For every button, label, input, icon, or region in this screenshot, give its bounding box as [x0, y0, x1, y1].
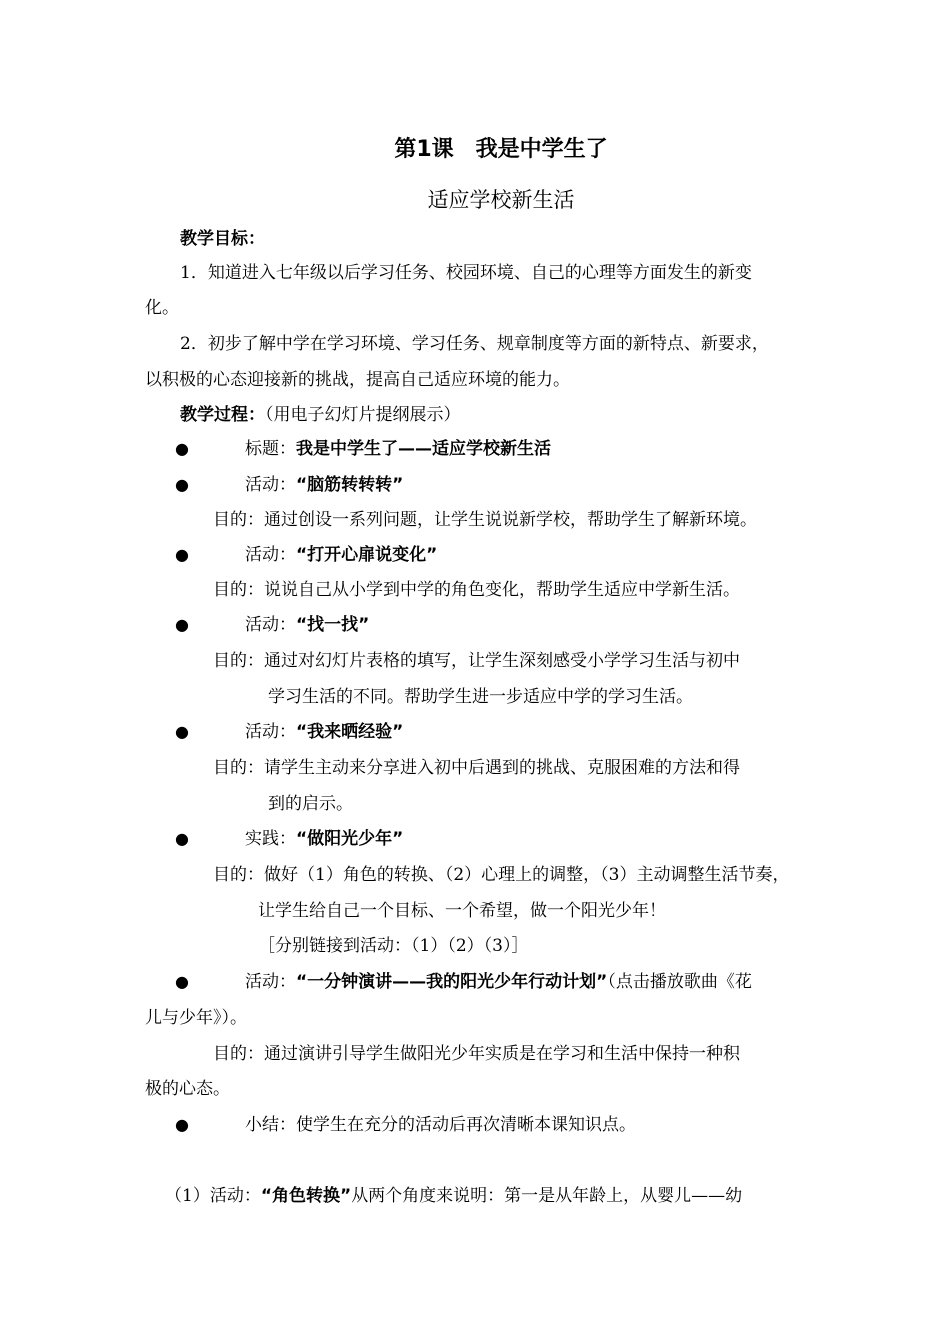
bullet-icon: ●	[175, 615, 189, 634]
item-name: “打开心扉说变化”	[296, 545, 438, 565]
purpose-line	[213, 756, 740, 780]
bullet-icon: ●	[175, 829, 189, 848]
item-name: “做阳光少年”	[296, 829, 404, 849]
item-text: 使学生在充分的活动后再次清晰本课知识点。	[296, 1115, 636, 1135]
final-prefix: （1）活动：	[165, 1186, 261, 1206]
purpose-line	[213, 508, 757, 532]
bullet-icon: ●	[175, 439, 189, 458]
purpose-text: 通过对幻灯片表格的填写，让学生深刻感受小学学习生活与初中	[264, 651, 740, 671]
item-prefix: 小结：	[245, 1115, 296, 1135]
bullet-icon: ●	[175, 545, 189, 564]
objective-2-line-1: 2．初步了解中学在学习环境、学习任务、规章制度等方面的新特点、新要求，	[180, 334, 769, 354]
purpose-label: 目的：	[213, 1044, 264, 1064]
item-continuation: 儿与少年》）。	[145, 1008, 247, 1028]
purpose-text: 做好（1）角色的转换、（2）心理上的调整，（3）主动调整生活节奏，	[264, 865, 790, 885]
process-heading-line	[180, 403, 461, 427]
purpose-label: 目的：	[213, 865, 264, 885]
purpose-text: 通过演讲引导学生做阳光少年实质是在学习和生活中保持一种积	[264, 1044, 740, 1064]
objective-1-line-1: 1．知道进入七年级以后学习任务、校园环境、自己的心理等方面发生的新变	[180, 263, 752, 283]
purpose-continuation: 到的启示。	[268, 794, 353, 814]
list-item-activity	[245, 720, 403, 744]
lesson-title: 第1课 我是中学生了	[394, 137, 608, 162]
objective-2-line-2: 以积极的心态迎接新的挑战，提高自己适应环境的能力。	[145, 370, 570, 390]
list-item-activity	[245, 473, 403, 497]
purpose-label: 目的：	[213, 580, 264, 600]
purpose-line	[213, 649, 740, 673]
purpose-continuation: 学习生活的不同。帮助学生进一步适应中学的学习生活。	[268, 687, 693, 707]
activity-links[interactable]: ［分别链接到活动：（1）（2）（3）］	[258, 936, 529, 956]
list-item-practice	[245, 827, 403, 851]
final-name: “角色转换”	[260, 1186, 352, 1206]
lesson-subtitle: 适应学校新生活	[427, 188, 575, 212]
list-item-activity	[245, 613, 369, 637]
item-prefix: 标题：	[245, 439, 296, 459]
item-name: “找一找”	[296, 615, 370, 635]
item-prefix: 活动：	[245, 545, 296, 565]
process-heading: 教学过程：	[180, 405, 265, 425]
item-prefix: 活动：	[245, 972, 296, 992]
bullet-icon: ●	[175, 972, 189, 991]
final-paragraph	[165, 1184, 742, 1208]
list-item-activity	[245, 970, 752, 994]
purpose-text: 说说自己从小学到中学的角色变化，帮助学生适应中学新生活。	[264, 580, 740, 600]
item-prefix: 活动：	[245, 475, 296, 495]
purpose-label: 目的：	[213, 510, 264, 530]
objective-1-line-2: 化。	[145, 298, 179, 318]
item-prefix: 实践：	[245, 829, 296, 849]
item-name: “脑筋转转转”	[296, 475, 404, 495]
purpose-text: 请学生主动来分享进入初中后遇到的挑战、克服困难的方法和得	[264, 758, 740, 778]
process-note: （用电子幻灯片提纲展示）	[265, 405, 461, 425]
purpose-label: 目的：	[213, 758, 264, 778]
bullet-icon: ●	[175, 1115, 189, 1134]
bullet-icon: ●	[175, 722, 189, 741]
item-prefix: 活动：	[245, 722, 296, 742]
list-item-activity	[245, 543, 437, 567]
purpose-continuation: 极的心态。	[145, 1079, 230, 1099]
purpose-label: 目的：	[213, 651, 264, 671]
item-name: “一分钟演讲——我的阳光少年行动计划”	[296, 972, 608, 992]
purpose-line	[213, 863, 789, 887]
item-name: 我是中学生了——适应学校新生活	[296, 439, 551, 459]
song-link[interactable]: （点击播放歌曲《花	[607, 972, 752, 992]
item-prefix: 活动：	[245, 615, 296, 635]
list-item-summary	[245, 1113, 636, 1137]
item-name: “我来晒经验”	[296, 722, 404, 742]
objectives-heading: 教学目标：	[180, 229, 265, 249]
list-item-title	[245, 437, 551, 461]
final-text: 从两个角度来说明：第一是从年龄上，从婴儿——幼	[351, 1186, 743, 1206]
purpose-text: 通过创设一系列问题，让学生说说新学校，帮助学生了解新环境。	[264, 510, 757, 530]
purpose-line	[213, 1042, 740, 1066]
bullet-icon: ●	[175, 475, 189, 494]
purpose-continuation: 让学生给自己一个目标、一个希望，做一个阳光少年！	[258, 901, 666, 921]
purpose-line	[213, 578, 740, 602]
